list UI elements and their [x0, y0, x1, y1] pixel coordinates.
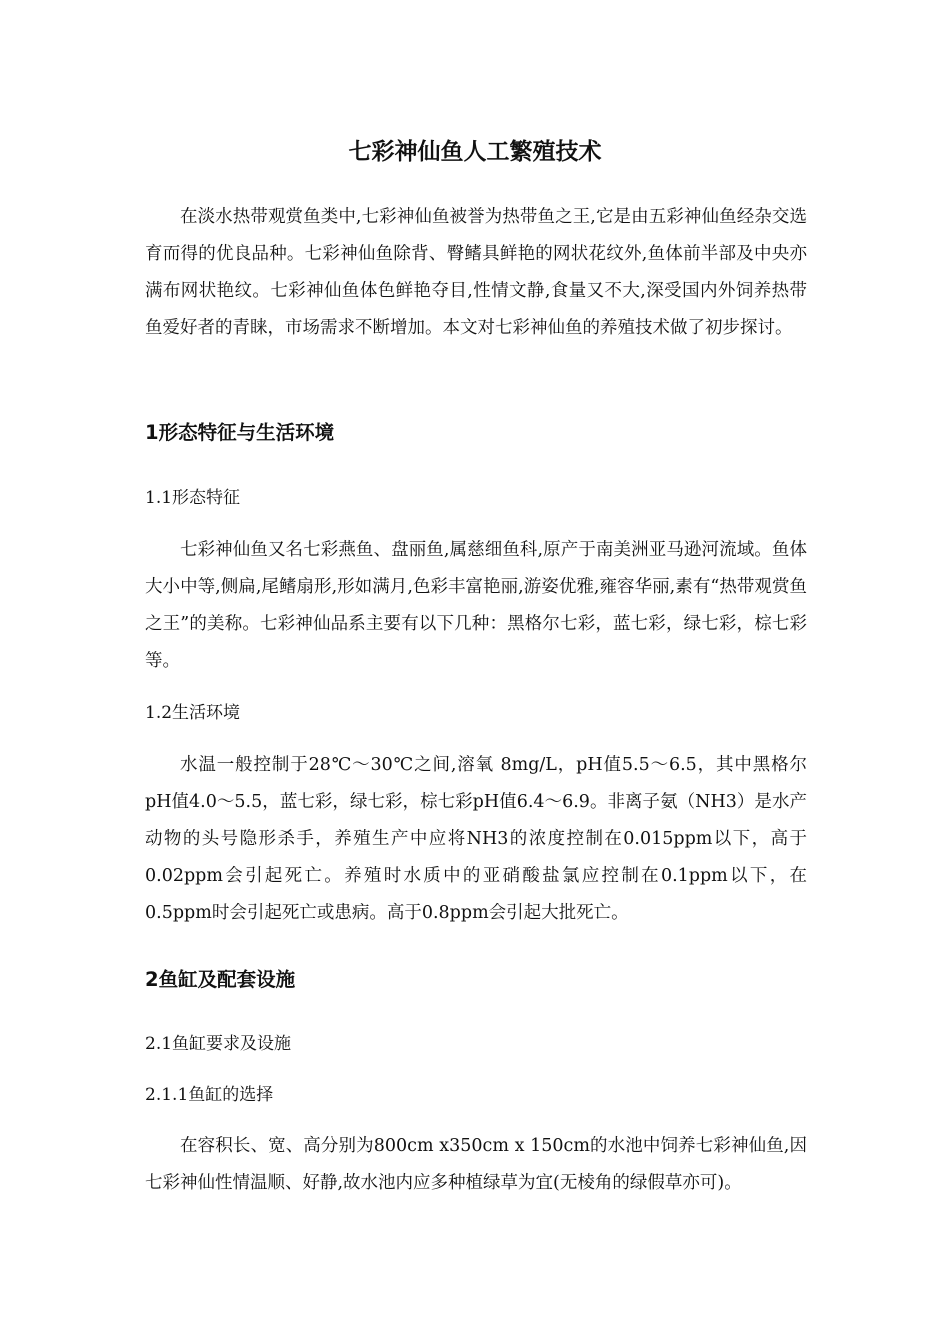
subsection-heading-1-1: 1.1形态特征 [145, 488, 241, 508]
subsubsection-heading-2-1-1: 2.1.1鱼缸的选择 [145, 1085, 274, 1105]
intro-paragraph: 在淡水热带观赏鱼类中,七彩神仙鱼被誉为热带鱼之王,它是由五彩神仙鱼经杂交选育而得的优良品种。七彩神仙鱼除背、臀鳍具鲜艳的网状花纹外,鱼体前半部及中央亦满布网状艳纹。七彩神仙鱼体色鲜艳夺目,性情文静,食量又不大,深受国内外饲养热带鱼爱好者的青睐，市场需求不断增加。本文对七彩神仙鱼的养殖技术做了初步探讨。 [145, 207, 807, 338]
section-heading-2: 2鱼缸及配套设施 [145, 968, 296, 991]
subsection-heading-2-1: 2.1鱼缸要求及设施 [145, 1034, 292, 1054]
paragraph-1-2: 水温一般控制于28℃～30℃之间,溶氧 8mg/L，pH值5.5～6.5，其中黑格尔pH值4.0～5.5，蓝七彩，绿七彩，棕七彩pH值6.4～6.9。非离子氨（NH3）是水产动物的头号隐形杀手，养殖生产中应将NH3的浓度控制在0.015ppm以下，高于0.02ppm会引起死亡。养殖时水质中的亚硝酸盐氯应控制在0.1ppm以下，在0.5ppm时会引起死亡或患病。高于0.8ppm会引起大批死亡。 [145, 755, 807, 923]
paragraph-2-1-1: 在容积长、宽、高分别为800cm x350cm x 150cm的水池中饲养七彩神仙鱼,因七彩神仙性情温顺、好静,故水池内应多种植绿草为宜(无棱角的绿假草亦可)。 [145, 1136, 807, 1193]
subsection-heading-1-2: 1.2生活环境 [145, 703, 241, 723]
paragraph-1-1: 七彩神仙鱼又名七彩燕鱼、盘丽鱼,属慈细鱼科,原产于南美洲亚马逊河流域。鱼体大小中等,侧扁,尾鳍扇形,形如满月,色彩丰富艳丽,游姿优雅,雍容华丽,素有“热带观赏鱼之王”的美称。七彩神仙品系主要有以下几种：黑格尔七彩，蓝七彩，绿七彩，棕七彩等。 [145, 540, 807, 671]
document-title: 七彩神仙鱼人工繁殖技术 [348, 139, 602, 165]
section-heading-1: 1形态特征与生活环境 [145, 421, 335, 444]
